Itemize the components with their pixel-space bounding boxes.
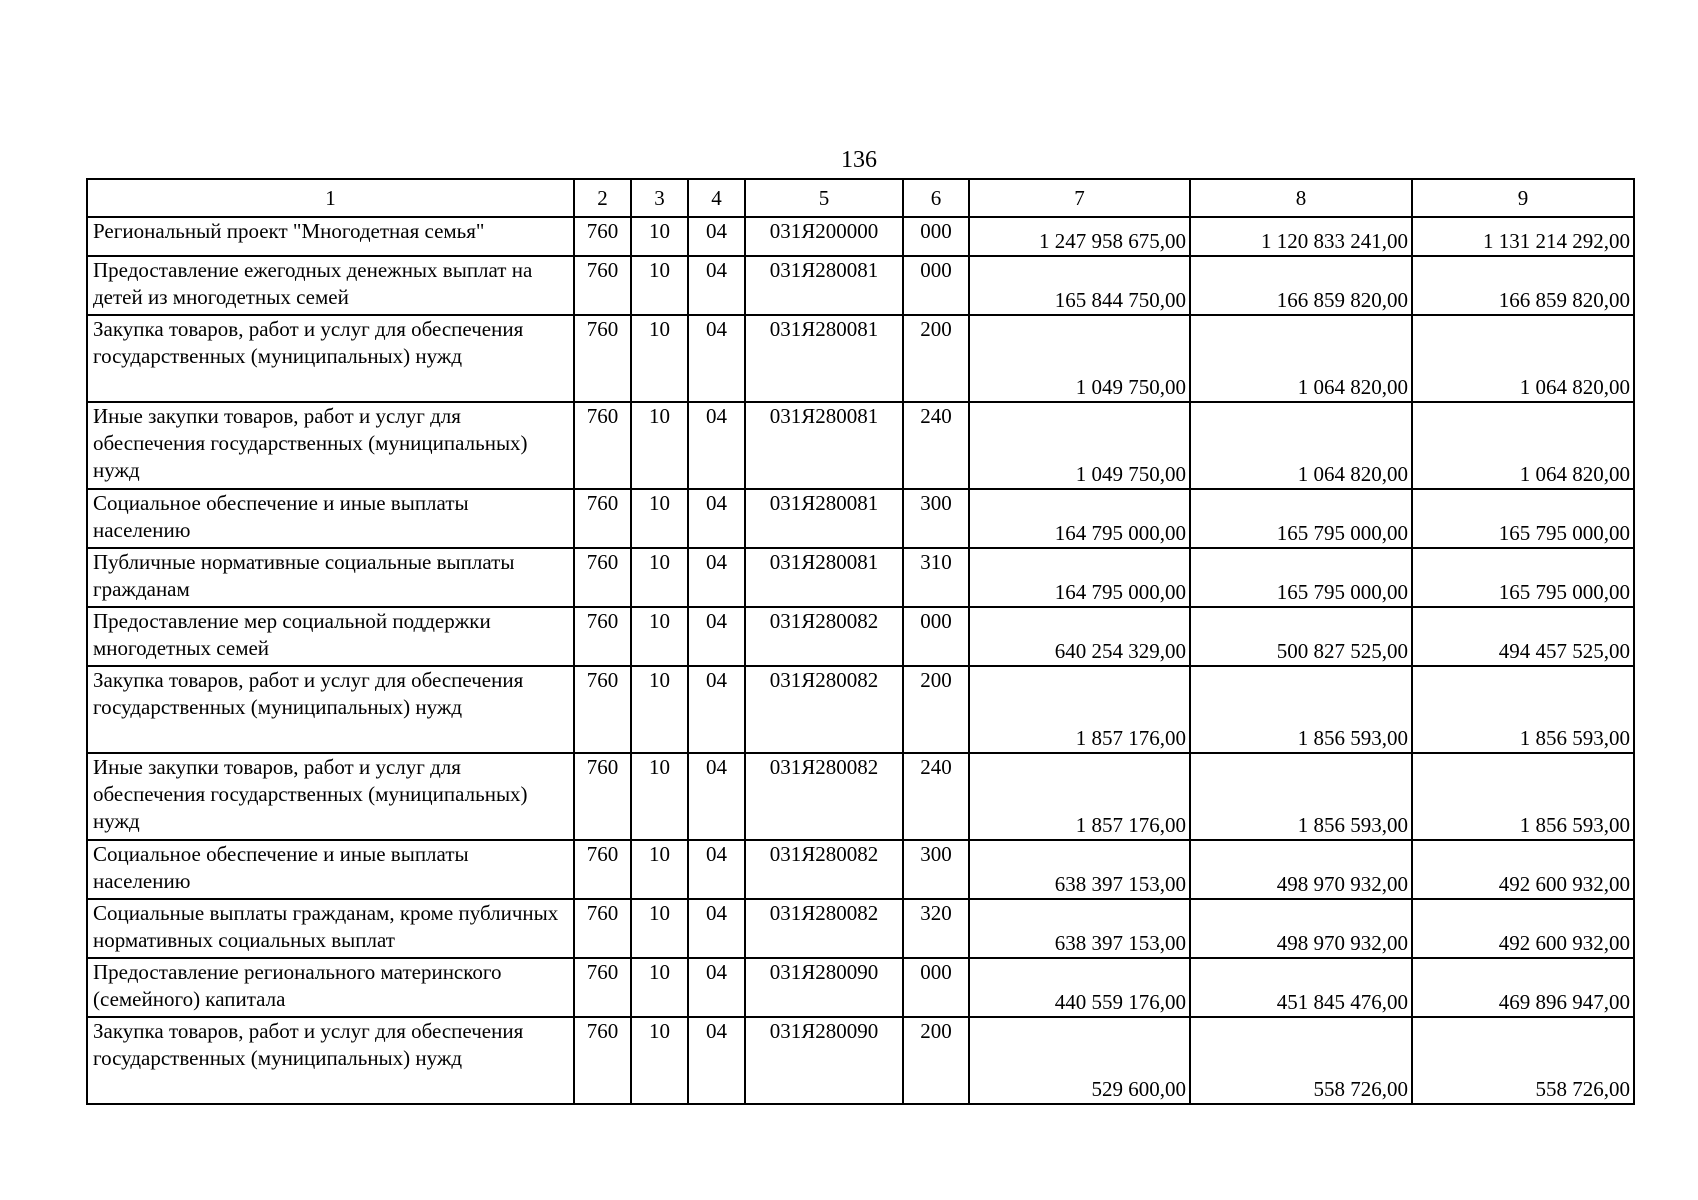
amount-cell: 558 726,00 <box>1412 1017 1634 1104</box>
code-cell: 04 <box>688 899 745 958</box>
code-cell: 04 <box>688 1017 745 1104</box>
amount-cell: 494 457 525,00 <box>1412 607 1634 666</box>
code-cell: 000 <box>903 217 969 256</box>
column-header: 6 <box>903 179 969 217</box>
table-row <box>87 1017 1634 1104</box>
column-header: 4 <box>688 179 745 217</box>
table-row <box>87 217 1634 256</box>
amount-cell: 166 859 820,00 <box>1190 256 1412 315</box>
table-row <box>87 958 1634 1017</box>
code-cell: 000 <box>903 256 969 315</box>
code-cell: 310 <box>903 548 969 607</box>
amount-cell: 165 795 000,00 <box>1190 548 1412 607</box>
table-row <box>87 489 1634 548</box>
row-name-cell: Социальное обеспечение и иные выплаты населению <box>87 489 574 548</box>
amount-cell: 165 844 750,00 <box>969 256 1190 315</box>
code-cell: 000 <box>903 958 969 1017</box>
amount-cell: 1 049 750,00 <box>969 315 1190 402</box>
code-cell: 031Я200000 <box>745 217 903 256</box>
column-header: 1 <box>87 179 574 217</box>
code-cell: 04 <box>688 217 745 256</box>
table-body <box>87 217 1634 1104</box>
code-cell: 031Я280082 <box>745 666 903 753</box>
row-name-cell: Предоставление ежегодных денежных выплат на детей из многодетных семей <box>87 256 574 315</box>
amount-cell: 498 970 932,00 <box>1190 840 1412 899</box>
code-cell: 04 <box>688 489 745 548</box>
amount-cell: 638 397 153,00 <box>969 899 1190 958</box>
column-header: 2 <box>574 179 631 217</box>
column-header: 5 <box>745 179 903 217</box>
column-header: 3 <box>631 179 688 217</box>
amount-cell: 165 795 000,00 <box>1190 489 1412 548</box>
code-cell: 240 <box>903 753 969 840</box>
table-row <box>87 402 1634 489</box>
code-cell: 031Я280081 <box>745 489 903 548</box>
amount-cell: 492 600 932,00 <box>1412 899 1634 958</box>
code-cell: 031Я280081 <box>745 256 903 315</box>
code-cell: 760 <box>574 217 631 256</box>
row-name-cell: Региональный проект "Многодетная семья" <box>87 217 574 256</box>
amount-cell: 498 970 932,00 <box>1190 899 1412 958</box>
amount-cell: 164 795 000,00 <box>969 548 1190 607</box>
amount-cell: 451 845 476,00 <box>1190 958 1412 1017</box>
code-cell: 04 <box>688 958 745 1017</box>
code-cell: 300 <box>903 489 969 548</box>
code-cell: 04 <box>688 666 745 753</box>
code-cell: 10 <box>631 315 688 402</box>
column-header: 8 <box>1190 179 1412 217</box>
code-cell: 10 <box>631 1017 688 1104</box>
code-cell: 031Я280090 <box>745 958 903 1017</box>
budget-table <box>86 178 1635 1105</box>
amount-cell: 638 397 153,00 <box>969 840 1190 899</box>
code-cell: 031Я280081 <box>745 402 903 489</box>
code-cell: 240 <box>903 402 969 489</box>
code-cell: 031Я280082 <box>745 607 903 666</box>
amount-cell: 558 726,00 <box>1190 1017 1412 1104</box>
amount-cell: 1 856 593,00 <box>1190 753 1412 840</box>
row-name-cell: Иные закупки товаров, работ и услуг для обеспечения государственных (муниципальных) нужд <box>87 402 574 489</box>
code-cell: 760 <box>574 402 631 489</box>
code-cell: 04 <box>688 315 745 402</box>
code-cell: 10 <box>631 607 688 666</box>
table-row <box>87 607 1634 666</box>
code-cell: 031Я280082 <box>745 899 903 958</box>
row-name-cell: Предоставление регионального материнского (семейного) капитала <box>87 958 574 1017</box>
row-name-cell: Закупка товаров, работ и услуг для обеспечения государственных (муниципальных) нужд <box>87 666 574 753</box>
table-row <box>87 840 1634 899</box>
code-cell: 031Я280081 <box>745 548 903 607</box>
amount-cell: 469 896 947,00 <box>1412 958 1634 1017</box>
code-cell: 760 <box>574 958 631 1017</box>
table-row <box>87 899 1634 958</box>
amount-cell: 165 795 000,00 <box>1412 548 1634 607</box>
amount-cell: 1 856 593,00 <box>1412 666 1634 753</box>
code-cell: 760 <box>574 1017 631 1104</box>
code-cell: 04 <box>688 402 745 489</box>
row-name-cell: Закупка товаров, работ и услуг для обеспечения государственных (муниципальных) нужд <box>87 1017 574 1104</box>
code-cell: 760 <box>574 256 631 315</box>
code-cell: 760 <box>574 899 631 958</box>
amount-cell: 1 120 833 241,00 <box>1190 217 1412 256</box>
code-cell: 200 <box>903 666 969 753</box>
code-cell: 300 <box>903 840 969 899</box>
column-header: 7 <box>969 179 1190 217</box>
table-row <box>87 315 1634 402</box>
amount-cell: 165 795 000,00 <box>1412 489 1634 548</box>
code-cell: 10 <box>631 489 688 548</box>
amount-cell: 500 827 525,00 <box>1190 607 1412 666</box>
code-cell: 760 <box>574 607 631 666</box>
amount-cell: 1 064 820,00 <box>1190 315 1412 402</box>
code-cell: 04 <box>688 753 745 840</box>
amount-cell: 1 064 820,00 <box>1412 402 1634 489</box>
table-row <box>87 256 1634 315</box>
row-name-cell: Закупка товаров, работ и услуг для обеспечения государственных (муниципальных) нужд <box>87 315 574 402</box>
code-cell: 200 <box>903 1017 969 1104</box>
amount-cell: 492 600 932,00 <box>1412 840 1634 899</box>
amount-cell: 1 856 593,00 <box>1190 666 1412 753</box>
amount-cell: 1 857 176,00 <box>969 666 1190 753</box>
code-cell: 031Я280082 <box>745 840 903 899</box>
header-row <box>87 179 1634 217</box>
table-row <box>87 548 1634 607</box>
column-header: 9 <box>1412 179 1634 217</box>
amount-cell: 1 064 820,00 <box>1412 315 1634 402</box>
code-cell: 031Я280082 <box>745 753 903 840</box>
code-cell: 760 <box>574 753 631 840</box>
code-cell: 04 <box>688 607 745 666</box>
code-cell: 200 <box>903 315 969 402</box>
row-name-cell: Публичные нормативные социальные выплаты гражданам <box>87 548 574 607</box>
code-cell: 320 <box>903 899 969 958</box>
code-cell: 000 <box>903 607 969 666</box>
code-cell: 760 <box>574 666 631 753</box>
amount-cell: 1 049 750,00 <box>969 402 1190 489</box>
amount-cell: 529 600,00 <box>969 1017 1190 1104</box>
code-cell: 10 <box>631 899 688 958</box>
code-cell: 760 <box>574 548 631 607</box>
code-cell: 10 <box>631 753 688 840</box>
amount-cell: 1 064 820,00 <box>1190 402 1412 489</box>
code-cell: 04 <box>688 840 745 899</box>
code-cell: 10 <box>631 958 688 1017</box>
row-name-cell: Социальное обеспечение и иные выплаты населению <box>87 840 574 899</box>
amount-cell: 1 131 214 292,00 <box>1412 217 1634 256</box>
amount-cell: 166 859 820,00 <box>1412 256 1634 315</box>
row-name-cell: Иные закупки товаров, работ и услуг для обеспечения государственных (муниципальных) нужд <box>87 753 574 840</box>
amount-cell: 1 856 593,00 <box>1412 753 1634 840</box>
code-cell: 760 <box>574 315 631 402</box>
code-cell: 031Я280081 <box>745 315 903 402</box>
table-row <box>87 753 1634 840</box>
code-cell: 10 <box>631 402 688 489</box>
code-cell: 031Я280090 <box>745 1017 903 1104</box>
page-number: 136 <box>841 147 877 173</box>
row-name-cell: Социальные выплаты гражданам, кроме публичных нормативных социальных выплат <box>87 899 574 958</box>
code-cell: 04 <box>688 548 745 607</box>
table-row <box>87 666 1634 753</box>
code-cell: 10 <box>631 840 688 899</box>
amount-cell: 640 254 329,00 <box>969 607 1190 666</box>
code-cell: 10 <box>631 217 688 256</box>
code-cell: 04 <box>688 256 745 315</box>
row-name-cell: Предоставление мер социальной поддержки многодетных семей <box>87 607 574 666</box>
amount-cell: 440 559 176,00 <box>969 958 1190 1017</box>
code-cell: 10 <box>631 256 688 315</box>
code-cell: 760 <box>574 489 631 548</box>
amount-cell: 1 857 176,00 <box>969 753 1190 840</box>
amount-cell: 1 247 958 675,00 <box>969 217 1190 256</box>
amount-cell: 164 795 000,00 <box>969 489 1190 548</box>
code-cell: 10 <box>631 666 688 753</box>
code-cell: 760 <box>574 840 631 899</box>
code-cell: 10 <box>631 548 688 607</box>
